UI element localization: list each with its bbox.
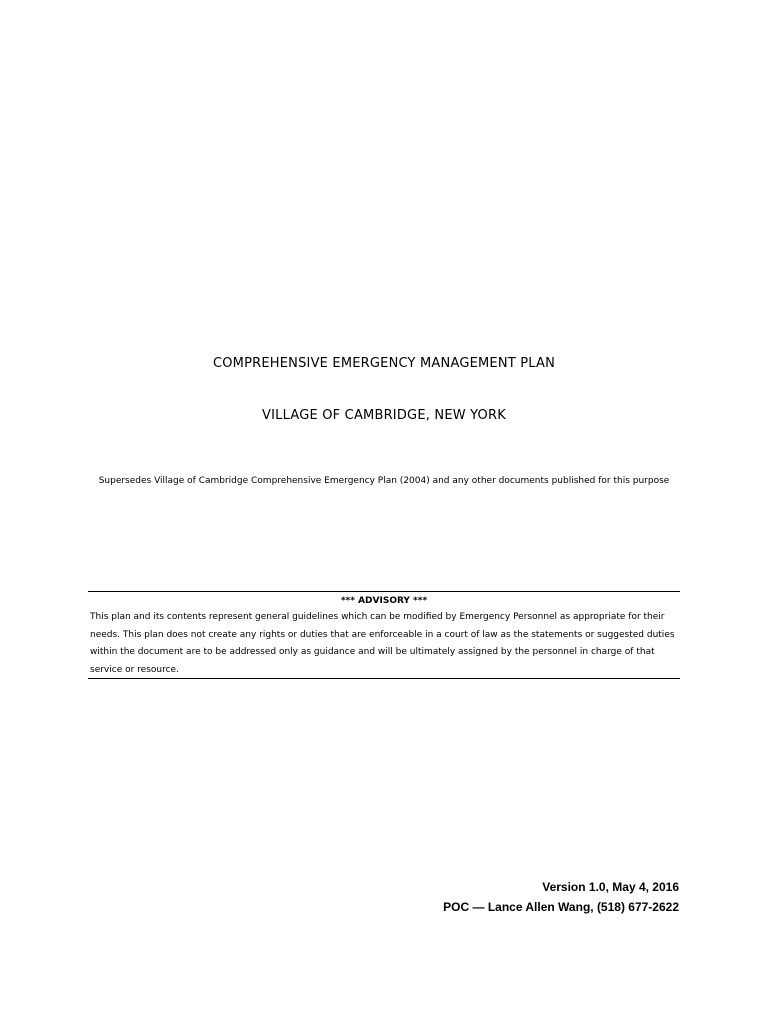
advisory-heading: *** ADVISORY ***	[340, 596, 428, 606]
version-line: Version 1.0, May 4, 2016	[542, 880, 679, 894]
advisory-body: This plan and its contents represent general guidelines which can be modified by Emergency Personnel as appropriate for their needs. This plan does not create any rights or duties that are enforceable in a court of law as the statements or suggested duties within the document are to be addressed only as guidance and will be ultimately assigned by the personnel in charge of that service or resource.	[90, 612, 675, 675]
document-subtitle: VILLAGE OF CAMBRIDGE, NEW YORK	[262, 408, 506, 423]
point-of-contact: POC — Lance Allen Wang, (518) 677-2622	[443, 900, 679, 914]
document-title: COMPREHENSIVE EMERGENCY MANAGEMENT PLAN	[212, 356, 556, 371]
supersedes-note: Supersedes Village of Cambridge Comprehensive Emergency Plan (2004) and any other documents published for this purpose	[98, 476, 670, 486]
advisory-box	[88, 591, 680, 679]
